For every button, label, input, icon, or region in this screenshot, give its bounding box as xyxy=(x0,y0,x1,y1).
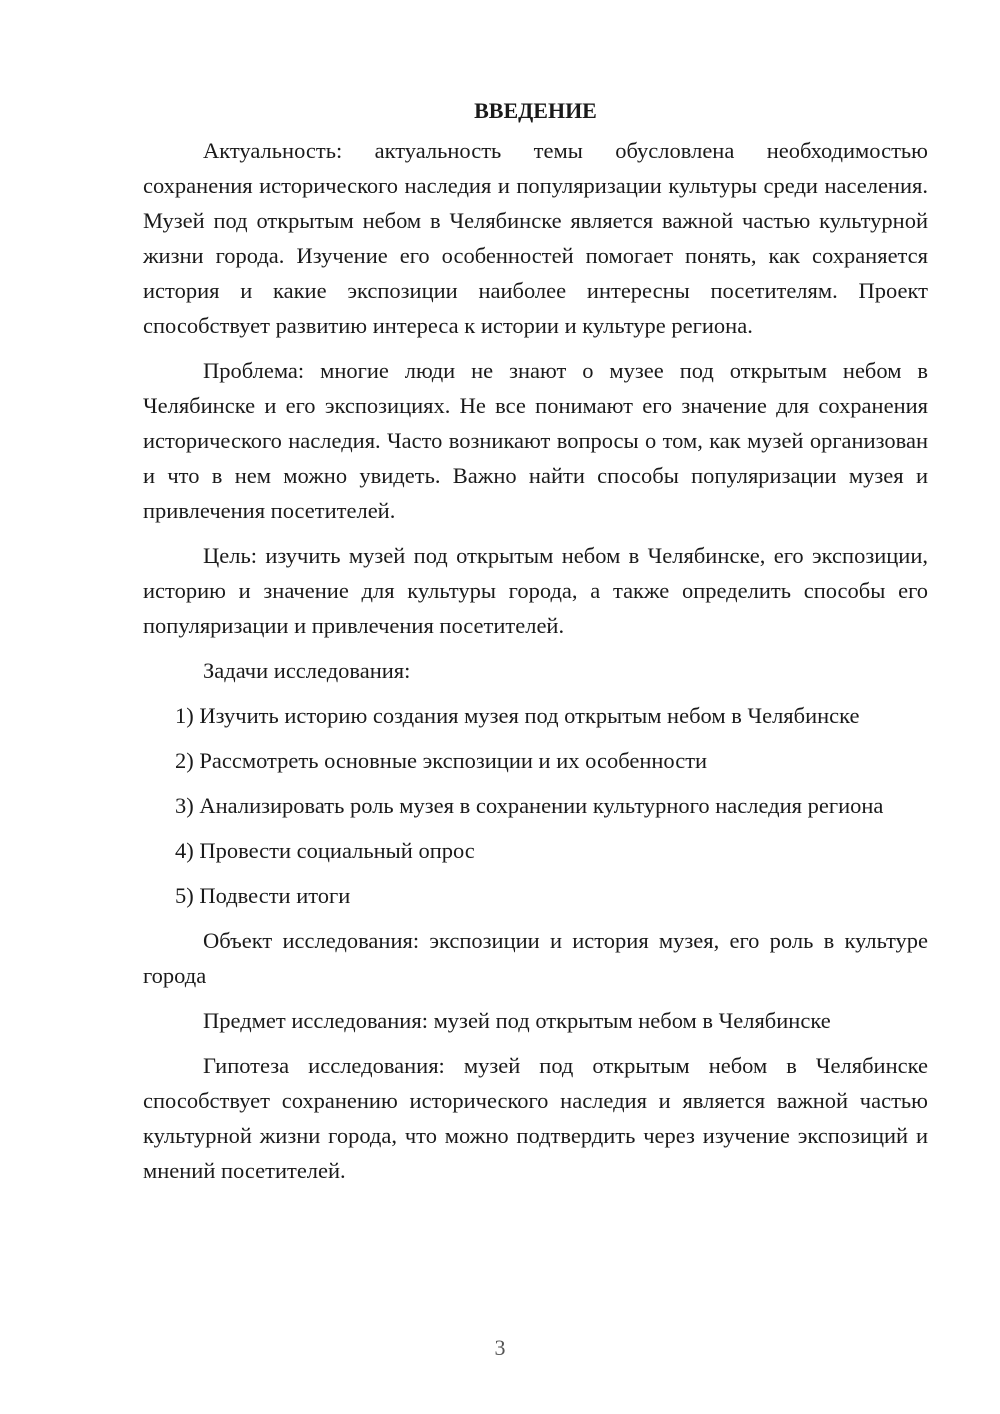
hypothesis-paragraph: Гипотеза исследования: музей под открытым небом в Челябинске способствует сохранению исторического наследия и является важной частью культурной жизни города, что можно подтвердить через изучение экспозиций и мнений посетителей. xyxy=(143,1053,928,1183)
document-page xyxy=(143,93,928,1198)
object-paragraph: Объект исследования: экспозиции и история музея, его роль в культуре города xyxy=(143,928,928,988)
task-item: 5) Подвести итоги xyxy=(175,883,351,908)
task-item: 4) Провести социальный опрос xyxy=(175,838,475,863)
problem-paragraph: Проблема: многие люди не знают о музее под открытым небом в Челябинске и его экспозициях. Не все понимают его значение для сохранения исторического наследия. Часто возникают вопросы о том, как музей организован и что в нем можно увидеть. Важно найти способы популяризации музея и привлечения посетителей. xyxy=(143,358,928,523)
page-title: ВВЕДЕНИЕ xyxy=(474,98,597,123)
task-item: 1) Изучить историю создания музея под открытым небом в Челябинске xyxy=(175,703,860,728)
task-item: 2) Рассмотреть основные экспозиции и их особенности xyxy=(175,748,708,773)
subject-paragraph: Предмет исследования: музей под открытым небом в Челябинске xyxy=(203,1008,831,1033)
goal-paragraph: Цель: изучить музей под открытым небом в Челябинске, его экспозиции, историю и значение для культуры города, а также определить способы его популяризации и привлечения посетителей. xyxy=(143,543,928,638)
task-item: 3) Анализировать роль музея в сохранении культурного наследия региона xyxy=(175,793,884,818)
tasks-heading: Задачи исследования: xyxy=(203,658,411,683)
page-number: 3 xyxy=(494,1335,506,1360)
relevance-paragraph: Актуальность: актуальность темы обусловлена необходимостью сохранения исторического наследия и популяризации культуры среди населения. Музей под открытым небом в Челябинске является важной частью культурной жизни города. Изучение его особенностей помогает понять, как сохраняется история и какие экспозиции наиболее интересны посетителям. Проект способствует развитию интереса к истории и культуре региона. xyxy=(143,138,928,338)
